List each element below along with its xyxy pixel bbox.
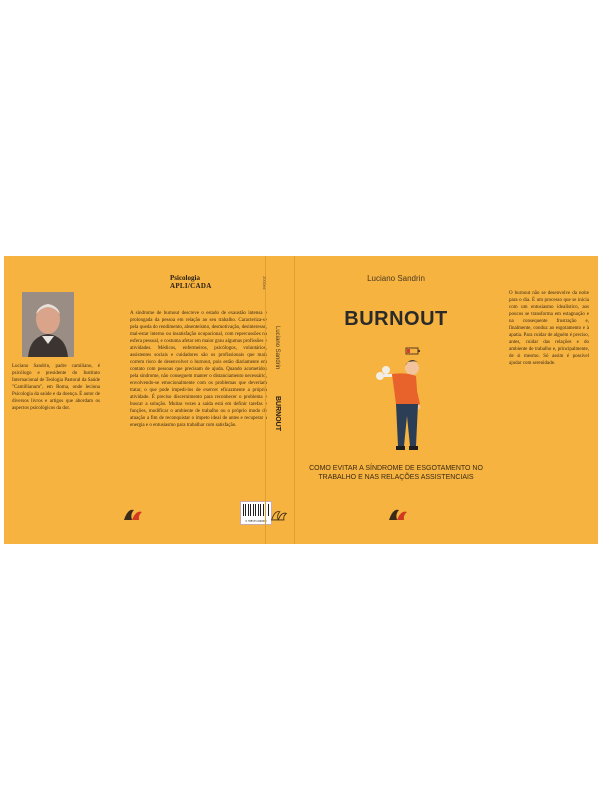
book-subtitle: COMO EVITAR A SÍNDROME DE ESGOTAMENTO NO TRABALHO E NAS RELAÇÕES ASSISTENCIAIS bbox=[309, 465, 483, 481]
series-line-2: APLI/CADA bbox=[170, 282, 212, 290]
spine-code: 2000ed bbox=[262, 276, 267, 290]
front-author: Luciano Sandrin bbox=[367, 274, 425, 283]
spine-author: Luciano Sandrin bbox=[274, 326, 280, 370]
publisher-logo-icon bbox=[122, 506, 144, 522]
publisher-logo-icon bbox=[270, 508, 288, 522]
book-cover-spread bbox=[4, 256, 598, 544]
barcode-number: 9 788535 600000 bbox=[245, 519, 267, 523]
spine bbox=[262, 256, 295, 544]
left-flap bbox=[4, 256, 109, 544]
series-logo bbox=[170, 274, 212, 290]
right-flap-text: O burnout não se desenvolve da noite para o dia. É um processo que se inicia com um entusiasmo idealístico, aos poucos se transforma em estagnação e na consequente frustração e, finalmente, conduz ao esgotamento e à apatia. Para cuidar de alguém é preciso, antes, cuidar das relações e do ambiente de trabalho e, principalmente, de si mesmo. Só assim é possível ajudar com serenidade. bbox=[509, 291, 589, 366]
right-flap bbox=[499, 256, 598, 544]
spine-title: BURNOUT bbox=[274, 396, 281, 431]
book-title: BURNOUT bbox=[344, 308, 448, 330]
series-line-1: Psicologia bbox=[170, 274, 200, 282]
author-photo bbox=[22, 292, 74, 357]
publisher-logo-icon bbox=[387, 506, 409, 522]
back-cover-text: A síndrome de burnout descreve o estado de exaustão intensa e prolongada da pessoa em relação ao seu trabalho. Caracteriza-se pela queda do rendimento, absenteísmo, desmotivação, desinteresse, mal-estar interno ou insatisfação ocupacional, com repercussões na esfera pessoal, e costuma afetar em maior grau algumas profissões e atividades. Médicos, enfermeiros, psicólogos, voluntários, assistentes sociais e cuidadores são os profissionais que mais correm risco de desenvolver o burnout, pois estão diariamente em contato com pessoas que precisam de ajuda. Quando acometidos pela síndrome, não conseguem manter o distanciamento necessário, envolvendo-se emocionalmente com os problemas que deveriam tratar, o que pode impedi-los de exercer eficazmente a própria atividade. É preciso discernimento para reconhecer o problema e buscar a solução. Muitas vezes a saída está em definir tarefas e funções, modificar o ambiente de trabalho ou o próprio modo de atuação a fim de reconquistar o ímpeto ideal de antes e recuperar a energia e o entusiasmo para trabalhar com satisfação. bbox=[130, 311, 267, 428]
exhausted-person-illustration bbox=[372, 346, 432, 456]
front-cover bbox=[294, 256, 498, 544]
author-bio: Luciano Sandrin, padre camiliano, é psicólogo e presidente do Instituto Internacional de Teologia Pastoral da Saúde "Camillianum", em Roma, onde leciona Psicologia da saúde e da doença. É autor de diversos livros e artigos que abordam os aspectos psicológicos da dor. bbox=[12, 364, 100, 411]
